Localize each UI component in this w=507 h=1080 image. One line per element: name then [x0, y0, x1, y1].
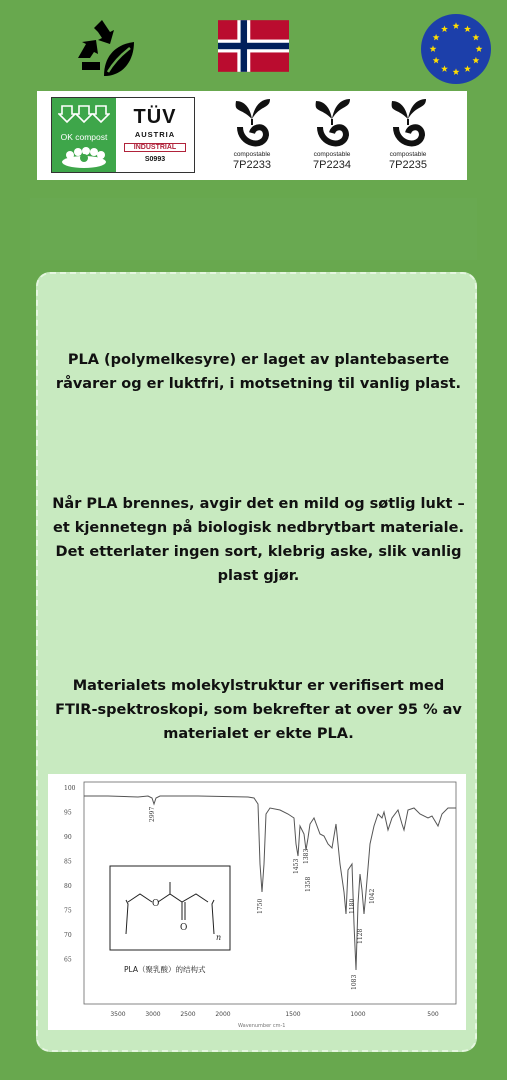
- ftir-spectrum-figure: [48, 774, 466, 1030]
- peak-label: 1358: [305, 876, 312, 892]
- tuv-brand: TÜV: [133, 106, 177, 128]
- peak-label: 1083: [351, 974, 358, 990]
- y-tick-label: 85: [64, 858, 72, 866]
- down-arrows-icon: [58, 104, 110, 124]
- y-tick-label: 95: [64, 809, 72, 817]
- y-tick-label: 80: [64, 883, 72, 890]
- peak-label: 1453: [293, 858, 300, 874]
- x-axis-label: Wavenumber cm-1: [238, 1023, 286, 1029]
- tuv-austria-panel: [116, 98, 194, 172]
- structure-subscript-n: n: [216, 933, 222, 942]
- seedling-code-2: 7P2234: [313, 159, 351, 171]
- peak-label: 1180: [349, 898, 356, 914]
- peak-label: 2997: [149, 806, 156, 822]
- spectrum-trace: [84, 796, 456, 970]
- seedling-label-3: compostable: [389, 151, 427, 158]
- y-tick-label: 100: [64, 785, 76, 792]
- x-tick-label: 1500: [285, 1011, 301, 1018]
- ok-compost-green-panel: [52, 98, 116, 172]
- seedling-logo-3: [373, 95, 443, 177]
- seedling-label-2: compostable: [313, 151, 351, 158]
- faded-band: [30, 198, 477, 260]
- y-tick-label: 65: [64, 956, 72, 964]
- peak-label: 1128: [357, 928, 364, 944]
- ftir-spectrum-plot: [48, 774, 466, 1030]
- x-tick-label: 2000: [215, 1011, 231, 1018]
- paragraph-burning: Når PLA brennes, avgir det en mild og søtlig lukt – et kjennetegn på biologisk nedbrytbart materiale. Det etterlater ingen sort, klebrig aske, slik vanlig plast gjør.: [52, 496, 465, 584]
- eu-flag-icon: [421, 14, 491, 84]
- x-tick-label: 1000: [350, 1011, 366, 1018]
- y-tick-label: 75: [64, 907, 72, 915]
- seedling-logo-2: [297, 95, 367, 177]
- norway-flag-icon: [218, 20, 289, 72]
- flower-icon: [58, 146, 110, 168]
- recycle-leaf-icon: [74, 18, 136, 80]
- seedling-icon: [310, 95, 354, 151]
- structure-oxygen-2: O: [180, 923, 188, 933]
- structure-caption: PLA（聚乳酸）的结构式: [124, 965, 206, 974]
- x-tick-label: 500: [427, 1011, 439, 1018]
- tuv-country: AUSTRIA: [134, 130, 176, 139]
- seedling-icon: [230, 95, 274, 151]
- ok-compost-label: OK compost: [60, 132, 108, 142]
- paragraph-odorless: PLA (polymelkesyre) er laget av plantebaserte råvarer og er luktfri, i motsetning til vanlig plast.: [55, 352, 462, 392]
- seedling-code-3: 7P2235: [389, 159, 427, 171]
- ok-compost-badge: [51, 97, 195, 173]
- seedling-logo-1: [217, 95, 287, 177]
- peak-label: 1750: [257, 898, 264, 914]
- pla-structure-diagram: [126, 882, 214, 934]
- industrial-label: INDUSTRIAL: [124, 143, 186, 152]
- certificate-code: S0993: [144, 156, 166, 163]
- x-tick-label: 3000: [145, 1011, 161, 1018]
- certification-band: [37, 91, 467, 180]
- top-icon-row: [0, 0, 507, 90]
- peak-label: 1383: [303, 848, 310, 864]
- y-tick-label: 90: [64, 834, 72, 841]
- structure-oxygen-1: O: [152, 899, 160, 909]
- paragraph-ftir: Materialets molekylstruktur er verifisert med FTIR-spektroskopi, som bekrefter at over 95 % av materialet er ekte PLA.: [55, 678, 462, 742]
- info-panel: [36, 272, 477, 1052]
- seedling-icon: [386, 95, 430, 151]
- y-tick-label: 70: [64, 932, 72, 939]
- seedling-code-1: 7P2233: [233, 159, 271, 171]
- seedling-label-1: compostable: [233, 151, 271, 158]
- peak-label: 1042: [369, 888, 376, 904]
- x-tick-label: 2500: [180, 1011, 196, 1018]
- x-tick-label: 3500: [110, 1011, 126, 1018]
